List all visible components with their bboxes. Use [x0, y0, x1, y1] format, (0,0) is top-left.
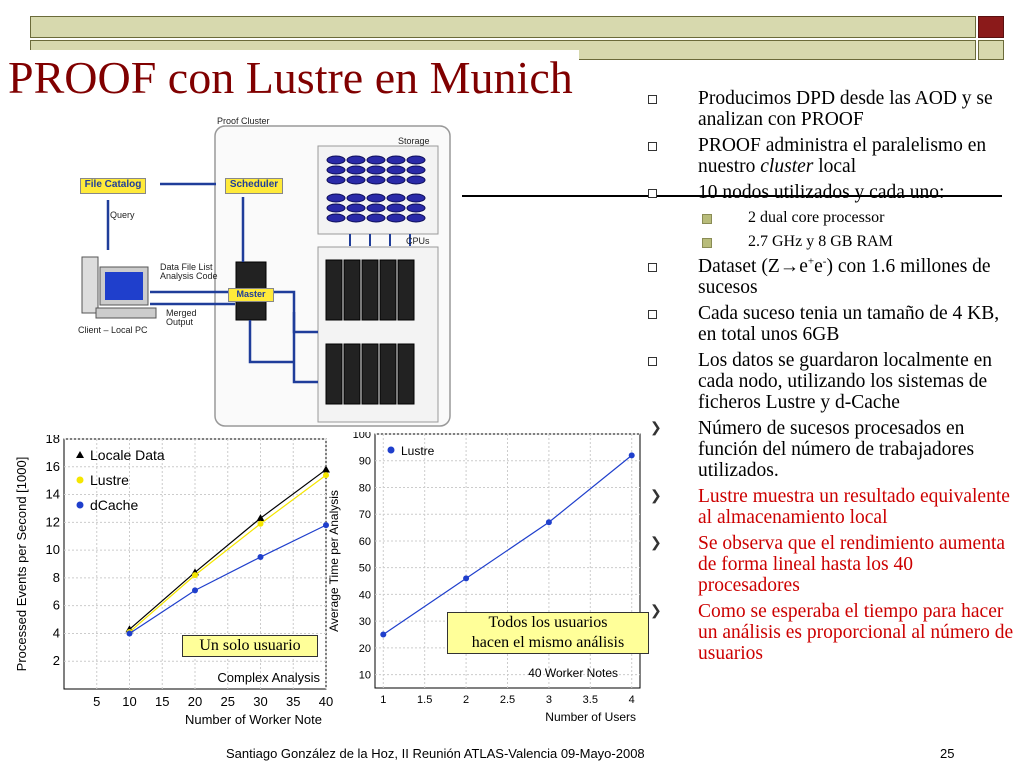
sub-bullet-text: 2 dual core processor [748, 209, 885, 226]
bullet-text: Los datos se guardaron localmente en cada nodo, utilizando los sistemas de ficheros Lustre y d-Cache [698, 350, 993, 413]
data-point [258, 554, 264, 560]
x-tick-label: 3 [545, 694, 552, 706]
y-tick-label: 14 [45, 486, 60, 502]
y-axis-label: Average Time per Analysis [327, 490, 341, 632]
x-axis-label: Number of Users [545, 710, 636, 724]
y-tick-label: 18 [45, 435, 60, 446]
bullet-item [644, 533, 1019, 596]
sub-bullet-marker [702, 214, 712, 224]
x-tick-label: 4 [628, 694, 635, 706]
y-tick-label: 20 [358, 642, 371, 655]
x-tick-label: 3.5 [582, 694, 598, 706]
bullet-text: e [814, 256, 823, 277]
bullet-item [644, 135, 1019, 177]
data-point [192, 587, 198, 593]
y-tick-label: 12 [45, 514, 60, 530]
legend-label: Locale Data [90, 447, 165, 463]
bullet-text: Producimos DPD desde las AOD y se analizan con PROOF [698, 88, 993, 130]
scheduler-box: Scheduler [225, 178, 283, 194]
bullet-marker [648, 189, 657, 198]
chart-annotation: 40 Worker Notes [528, 666, 618, 680]
y-tick-label: 70 [358, 509, 371, 522]
data-point [127, 630, 133, 636]
footer-text: Santiago González de la Hoz, II Reunión ATLAS-Valencia 09-Mayo-2008 [226, 746, 645, 761]
chart-events-per-second [14, 435, 334, 740]
bullet-item [644, 182, 1019, 203]
bullet-marker [648, 263, 657, 272]
x-tick-label: 1.5 [417, 694, 433, 706]
y-tick-label: 10 [45, 542, 60, 558]
chart1-svg [14, 435, 334, 740]
bullet-marker: ❯ [650, 601, 662, 622]
bullet-marker [648, 357, 657, 366]
bullet-marker [648, 310, 657, 319]
chart-time-per-analysis [320, 432, 650, 737]
slide-title: PROOF con Lustre en Munich [8, 50, 579, 106]
y-tick-label: 60 [358, 535, 371, 548]
x-tick-label: 1 [380, 694, 387, 706]
x-tick-label: 10 [122, 694, 137, 709]
bullet-item [644, 601, 1019, 664]
bullet-text: Como se esperaba el tiempo para hacer un análisis es proporcional al número de usuarios [698, 601, 1014, 664]
data-file-list-label: Data File List [160, 262, 213, 272]
x-tick-label: 30 [253, 694, 268, 709]
sub-bullet-text: 2.7 GHz y 8 GB RAM [748, 233, 893, 250]
bullet-item [644, 418, 1019, 481]
chart2-caption [447, 612, 649, 654]
y-tick-label: 30 [358, 616, 371, 629]
bullet-text: ) con 1.6 millones de sucesos [698, 256, 991, 298]
file-catalog-box: File Catalog [80, 178, 146, 194]
analysis-code-label: Analysis Code [160, 271, 218, 281]
query-label: Query [110, 210, 135, 220]
y-tick-label: 6 [52, 597, 60, 613]
bullet-text: Cada suceso tenia un tamaño de 4 KB, en total unos 6GB [698, 303, 1000, 345]
x-tick-label: 20 [187, 694, 203, 709]
data-point [546, 519, 552, 525]
bullet-text: Dataset (Z→e [698, 256, 808, 277]
data-point [192, 572, 198, 578]
sub-bullet-item [644, 208, 1019, 228]
x-tick-label: 2.5 [499, 694, 516, 706]
sub-bullet-item [644, 232, 1019, 252]
data-point [463, 575, 469, 581]
bullet-text: PROOF administra el paralelismo en nuestro [698, 135, 987, 177]
y-axis-label: Processed Events per Second [1000] [14, 456, 29, 672]
storage-label: Storage [398, 136, 430, 146]
y-tick-label: 80 [358, 482, 371, 495]
y-tick-label: 50 [358, 562, 371, 575]
y-tick-label: 100 [352, 432, 371, 441]
y-tick-label: 8 [52, 569, 60, 585]
chart2-svg [320, 432, 650, 737]
superscript: + [807, 255, 815, 268]
client-label: Client – Local PC [78, 325, 148, 335]
y-tick-label: 40 [358, 589, 371, 602]
y-tick-label: 90 [358, 455, 371, 468]
slide-footer [0, 746, 1024, 766]
superscript: - [822, 255, 827, 268]
sub-bullet-marker [702, 238, 712, 248]
merged-label: Merged [166, 308, 197, 318]
header-square-red [978, 16, 1004, 38]
bullet-item [644, 88, 1019, 130]
y-tick-label: 16 [45, 458, 60, 474]
y-tick-label: 4 [52, 625, 60, 641]
bullet-text: local [813, 156, 857, 177]
bullet-text: Número de sucesos procesados en función del número de trabajadores utilizados. [698, 418, 975, 481]
bullet-marker [648, 142, 657, 151]
output-label: Output [166, 317, 194, 327]
x-axis-label: Number of Worker Note [184, 712, 322, 727]
cluster-title: Proof Cluster [217, 116, 270, 126]
bullet-item [644, 350, 1019, 413]
bullet-marker: ❯ [650, 486, 662, 507]
x-tick-label: 25 [220, 694, 235, 709]
bullet-marker: ❯ [650, 418, 662, 439]
x-tick-label: 35 [286, 694, 301, 709]
bullet-text: Se observa que el rendimiento aumenta de forma lineal hasta los 40 procesadores [698, 533, 1006, 596]
bullet-item [644, 486, 1019, 528]
legend-marker [77, 477, 84, 484]
bullet-item [644, 256, 1019, 298]
x-tick-label: 40 [318, 694, 334, 709]
page-number: 25 [940, 746, 955, 761]
bullet-text: 10 nodos utilizados y cada uno: [698, 182, 945, 203]
x-tick-label: 5 [93, 694, 101, 709]
chart1-caption: Un solo usuario [182, 635, 318, 657]
bullet-marker: ❯ [650, 533, 662, 554]
master-box: Master [228, 288, 274, 302]
bullet-list [644, 88, 1019, 669]
chart-annotation: Complex Analysis [217, 670, 320, 685]
chart2-caption-line1: Todos los usuarios [488, 614, 608, 631]
y-tick-label: 10 [358, 669, 371, 682]
data-point [380, 632, 386, 638]
bullet-item [644, 303, 1019, 345]
cpus-label: CPUs [406, 236, 430, 246]
header-square-olive [978, 40, 1004, 60]
diagram-graphics [60, 112, 460, 432]
data-point [258, 521, 264, 527]
bullet-text: Lustre muestra un resultado equivalente al almacenamiento local [698, 486, 1010, 528]
bullet-emphasis: cluster [760, 156, 814, 177]
x-tick-label: 2 [463, 694, 470, 706]
legend-label: dCache [90, 497, 139, 513]
data-point [629, 452, 635, 458]
header-bar [30, 16, 976, 38]
legend-marker [388, 447, 395, 454]
x-tick-label: 15 [155, 694, 170, 709]
chart2-caption-line2: hacen el mismo análisis [471, 634, 625, 651]
proof-cluster-diagram [60, 112, 460, 432]
legend-marker [77, 502, 84, 509]
y-tick-label: 2 [52, 653, 60, 669]
bullet-marker [648, 95, 657, 104]
legend-label: Lustre [401, 444, 435, 458]
legend-label: Lustre [90, 472, 129, 488]
